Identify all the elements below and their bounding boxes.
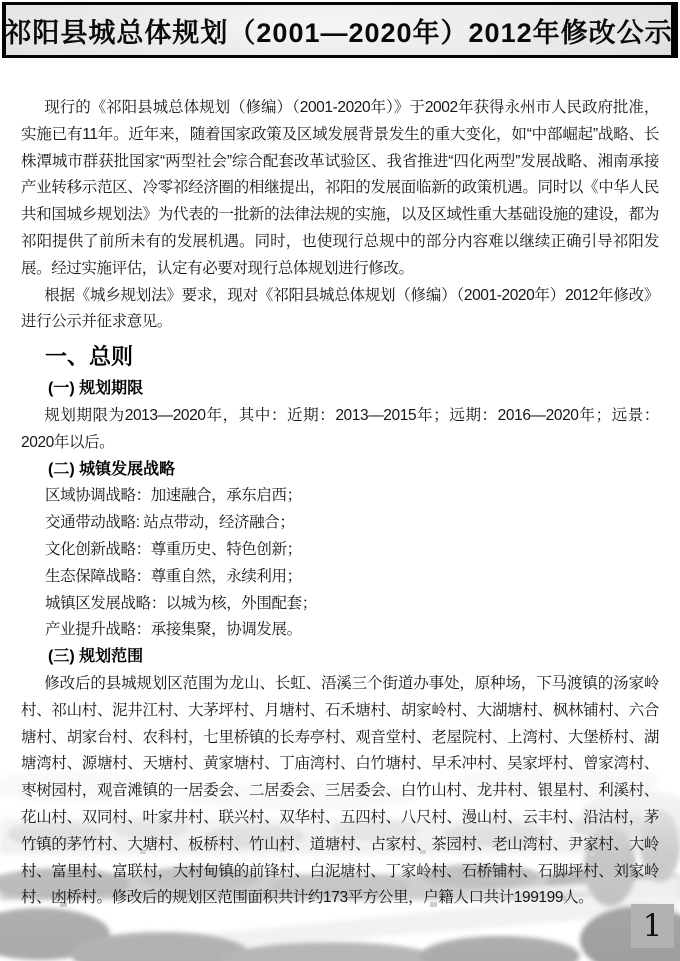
subsection-heading-development-strategy: (二) 城镇发展战略 [48, 460, 176, 478]
notice-body [0, 95, 680, 912]
strategy-line: 城镇区发展战略：以城为核，外围配套； [45, 594, 317, 612]
planning-period-paragraph: 规划期限为2013—2020年，其中：近期：2013—2015年；远期：2016—2020年；远景：2020年以后。 [21, 406, 659, 451]
subsection-heading-planning-scope: (三) 规划范围 [48, 648, 144, 666]
strategy-line: 交通带动战略: 站点带动，经济融合； [45, 514, 295, 532]
intro-paragraph: 现行的《祁阳县城总体规划（修编）（2001-2020年）》于2002年获得永州市人民政府批准，实施已有11年。近年来，随着国家政策及区域发展背景发生的重大变化，如“中部崛起”战略、长株潭城市群获批国家“两型社会”综合配套改革试验区、我省推进“四化两型”发展战略、湘南承接产业转移示范区、冷零祁经济圈的相继提出，祁阳的发展面临新的政策机遇。同时以《中华人民共和国城乡规划法》为代表的一批新的法律法规的实施，以及区域性重大基础设施的建设，都为祁阳提供了前所未有的发展机遇。同时，也使现行总规中的部分内容难以继续正确引导祁阳发展。经过实施评估，认定有必要对现行总体规划进行修改。 [21, 99, 659, 277]
strategy-line: 产业提升战略：承接集聚，协调发展。 [45, 621, 302, 639]
strategy-line: 文化创新战略：尊重历史、特色创新； [45, 540, 302, 558]
strategy-line: 区域协调战略：加速融合，承东启西； [45, 487, 302, 505]
intro-paragraph: 根据《城乡规划法》要求，现对《祁阳县城总体规划（修编）（2001-2020年）2012年修改》进行公示并征求意见。 [21, 286, 659, 331]
section-heading-general-rules: 一、总则 [45, 344, 134, 370]
title-banner [2, 2, 678, 58]
page-number-badge: 1 [631, 904, 674, 948]
planning-scope-paragraph: 修改后的县城规划区范围为龙山、长虹、浯溪三个街道办事处，原种场，下马渡镇的汤家岭村、祁山村、泥井江村、大茅坪村、月塘村、石禾塘村、胡家岭村、大湖塘村、枫林铺村、六合塘村、胡家台村、农科村，七里桥镇的长寿亭村、观音堂村、老屋院村、上湾村、大堡桥村、湖塘湾村、源塘村、天塘村、黄家塘村、丁庙湾村、白竹塘村、早禾冲村、吴家坪村、曾家湾村、枣树园村，观音滩镇的一居委会、二居委会、三居委会、白竹山村、龙井村、银星村、利溪村、花山村、双同村、叶家井村、联兴村、双华村、五四村、八尺村、漫山村、云丰村、沿沽村，茅竹镇的茅竹村、大塘村、板桥村、竹山村、道塘村、占家村、茶园村、老山湾村、尹家村、大岭村、富里村、富联村，大村甸镇的前锋村、白泥塘村、丁家岭村、石桥铺村、石脚坪村、刘家岭村、凼桥村。修改后的规划区范围面积共计约173平方公里，户籍人口共计199199人。 [21, 674, 659, 907]
strategy-line: 生态保障战略：尊重自然，永续利用； [45, 567, 302, 585]
page-title: 祁阳县城总体规划（2001—2020年）2012年修改公示 [4, 17, 673, 48]
subsection-heading-planning-period: (一) 规划期限 [48, 380, 144, 398]
